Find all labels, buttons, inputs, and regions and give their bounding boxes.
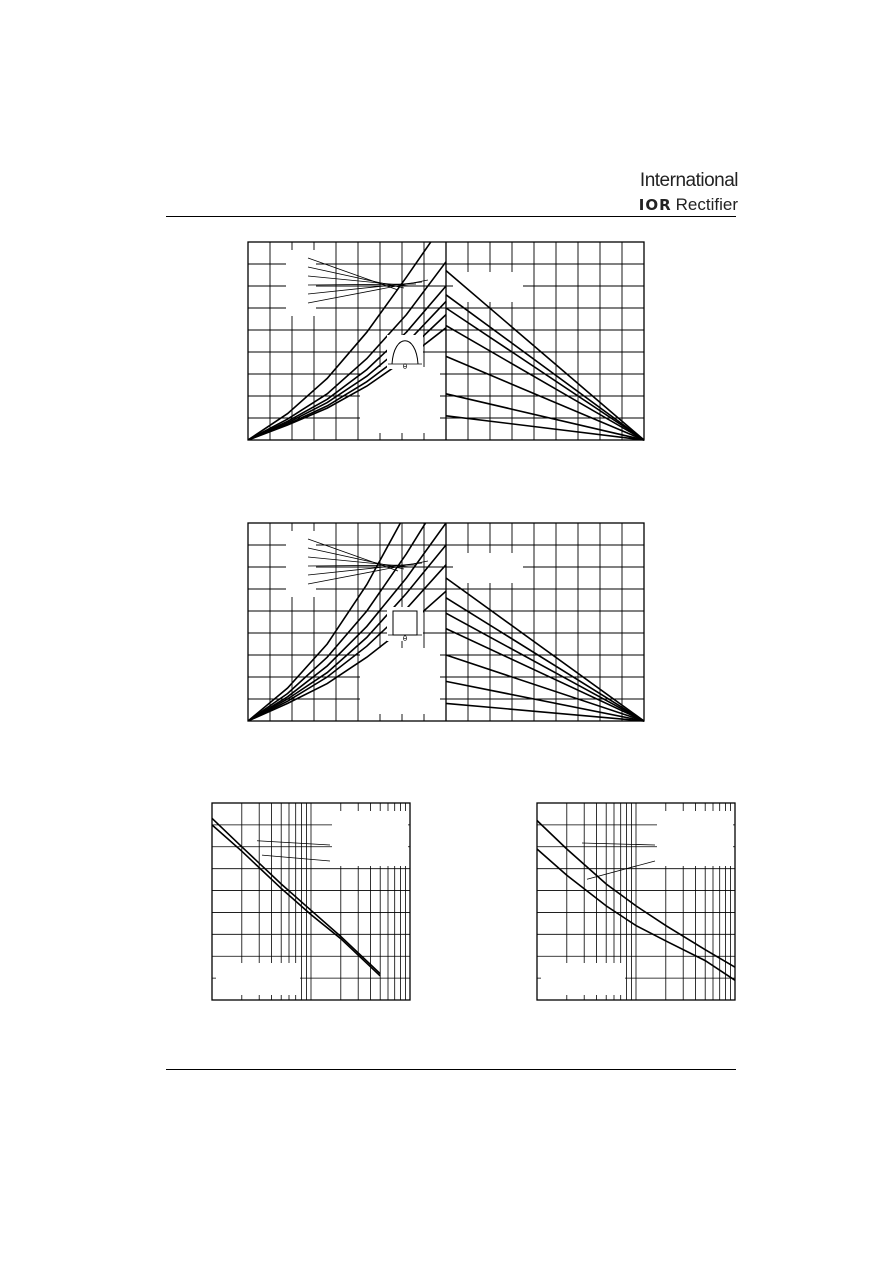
brand-name: International: [639, 170, 738, 191]
legend-patch: [286, 250, 316, 316]
ir-logo-mark: IOR: [638, 196, 672, 214]
conduction-angle-symbol: θ: [402, 635, 408, 643]
right-annotation-patch: [453, 272, 523, 302]
line-r2: [446, 598, 644, 721]
line-r7: [446, 703, 644, 721]
brand-subname: Rectifier: [675, 195, 738, 214]
line-r1: [446, 578, 644, 721]
annotation-patch: [216, 963, 300, 995]
fig-top: [248, 220, 644, 440]
line-r3: [446, 613, 644, 721]
annotation-patch: [360, 648, 440, 714]
leader-line: [582, 843, 655, 845]
fig-bottom-left: [212, 803, 410, 1000]
line-r6: [446, 394, 644, 440]
line-r4: [446, 326, 644, 440]
leader-line: [257, 841, 330, 845]
legend-patch: [286, 531, 316, 597]
leader-line: [308, 280, 428, 303]
fig-middle: [248, 435, 644, 721]
annotation-patch: [541, 963, 625, 995]
right-annotation-patch: [453, 553, 523, 583]
fig-bottom-right: [537, 803, 735, 1000]
line-r4: [446, 629, 644, 721]
line-r1: [446, 271, 644, 440]
conduction-angle-symbol: θ: [402, 363, 408, 371]
annotation-patch: [332, 811, 408, 866]
annotation-patch: [657, 811, 733, 866]
